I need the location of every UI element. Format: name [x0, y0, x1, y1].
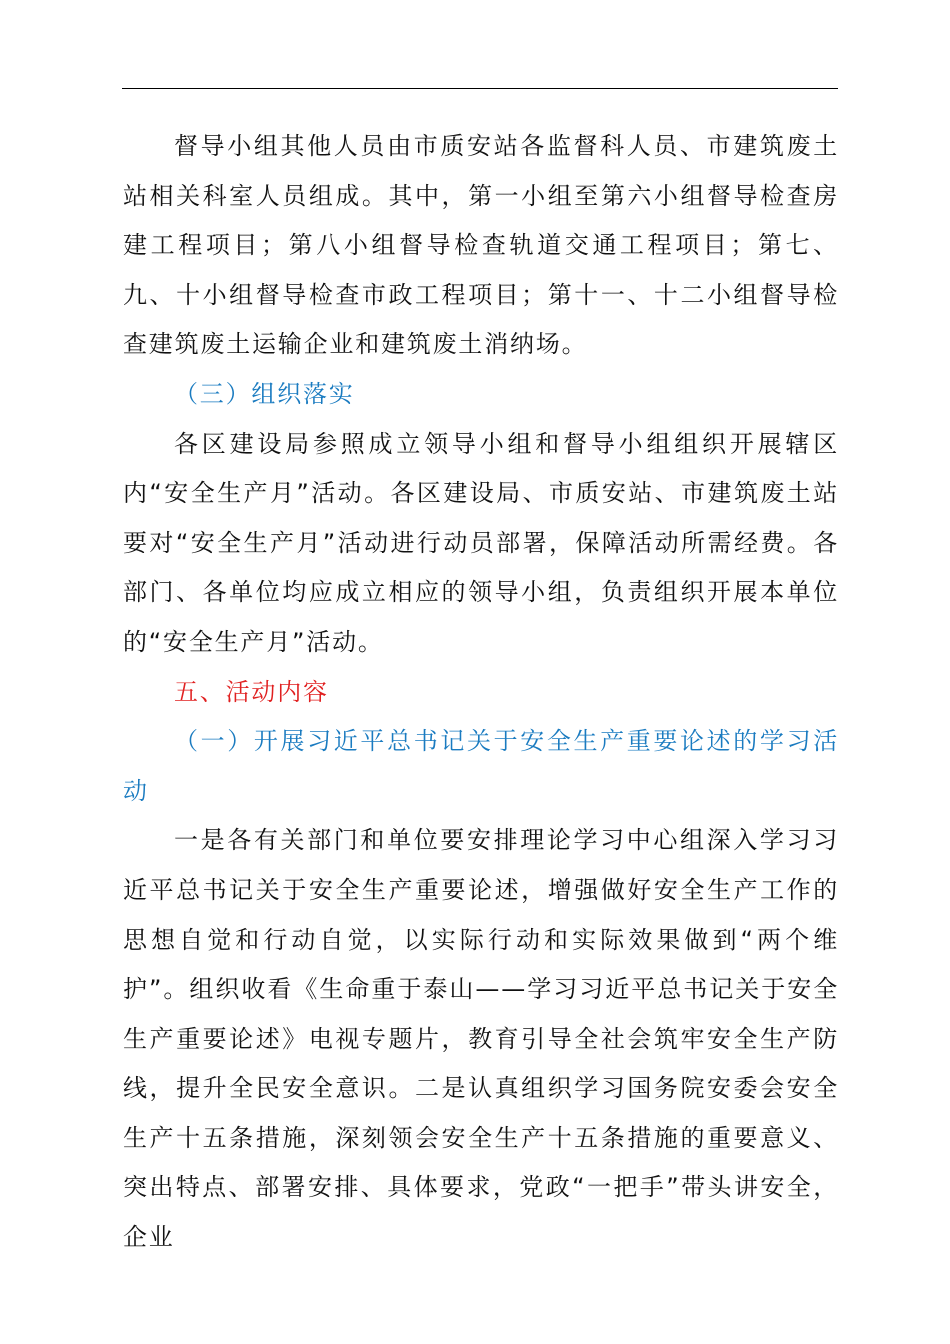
subheading-organize-implement: （三）组织落实 — [174, 379, 355, 408]
paragraph-study-details: 一是各有关部门和单位要安排理论学习中心组深入学习习近平总书记关于安全生产重要论述，增强做好安全生产工作的思想自觉和行动自觉，以实际行动和实际效果做到“两个维护”。组织收看《生命重于泰山——学习习近平总书记关于安全生产重要论述》电视专题片，教育引导全社会筑牢安全生产防线，提升全民安全意识。二是认真组织学习国务院安委会安全生产十五条措施，深刻领会安全生产十五条措施的重要意义、突出特点、部署安排、具体要求，党政“一把手”带头讲安全，企业 — [123, 826, 839, 1252]
document-body — [123, 122, 839, 1263]
section-heading-activity-content: 五、活动内容 — [174, 677, 329, 706]
paragraph-supervision-members: 督导小组其他人员由市质安站各监督科人员、市建筑废土站相关科室人员组成。其中，第一小组至第六小组督导检查房建工程项目；第八小组督导检查轨道交通工程项目；第七、九、十小组督导检查市政工程项目；第十一、十二小组督导检查建筑废土运输企业和建筑废土消纳场。 — [123, 132, 839, 359]
header-rule — [122, 88, 838, 89]
subheading-study-activity: （一）开展习近平总书记关于安全生产重要论述的学习活动 — [123, 727, 839, 805]
paragraph-district-bureaus: 各区建设局参照成立领导小组和督导小组组织开展辖区内“安全生产月”活动。各区建设局、市质安站、市建筑废土站要对“安全生产月”活动进行动员部署，保障活动所需经费。各部门、各单位均应成立相应的领导小组，负责组织开展本单位的“安全生产月”活动。 — [123, 429, 839, 656]
